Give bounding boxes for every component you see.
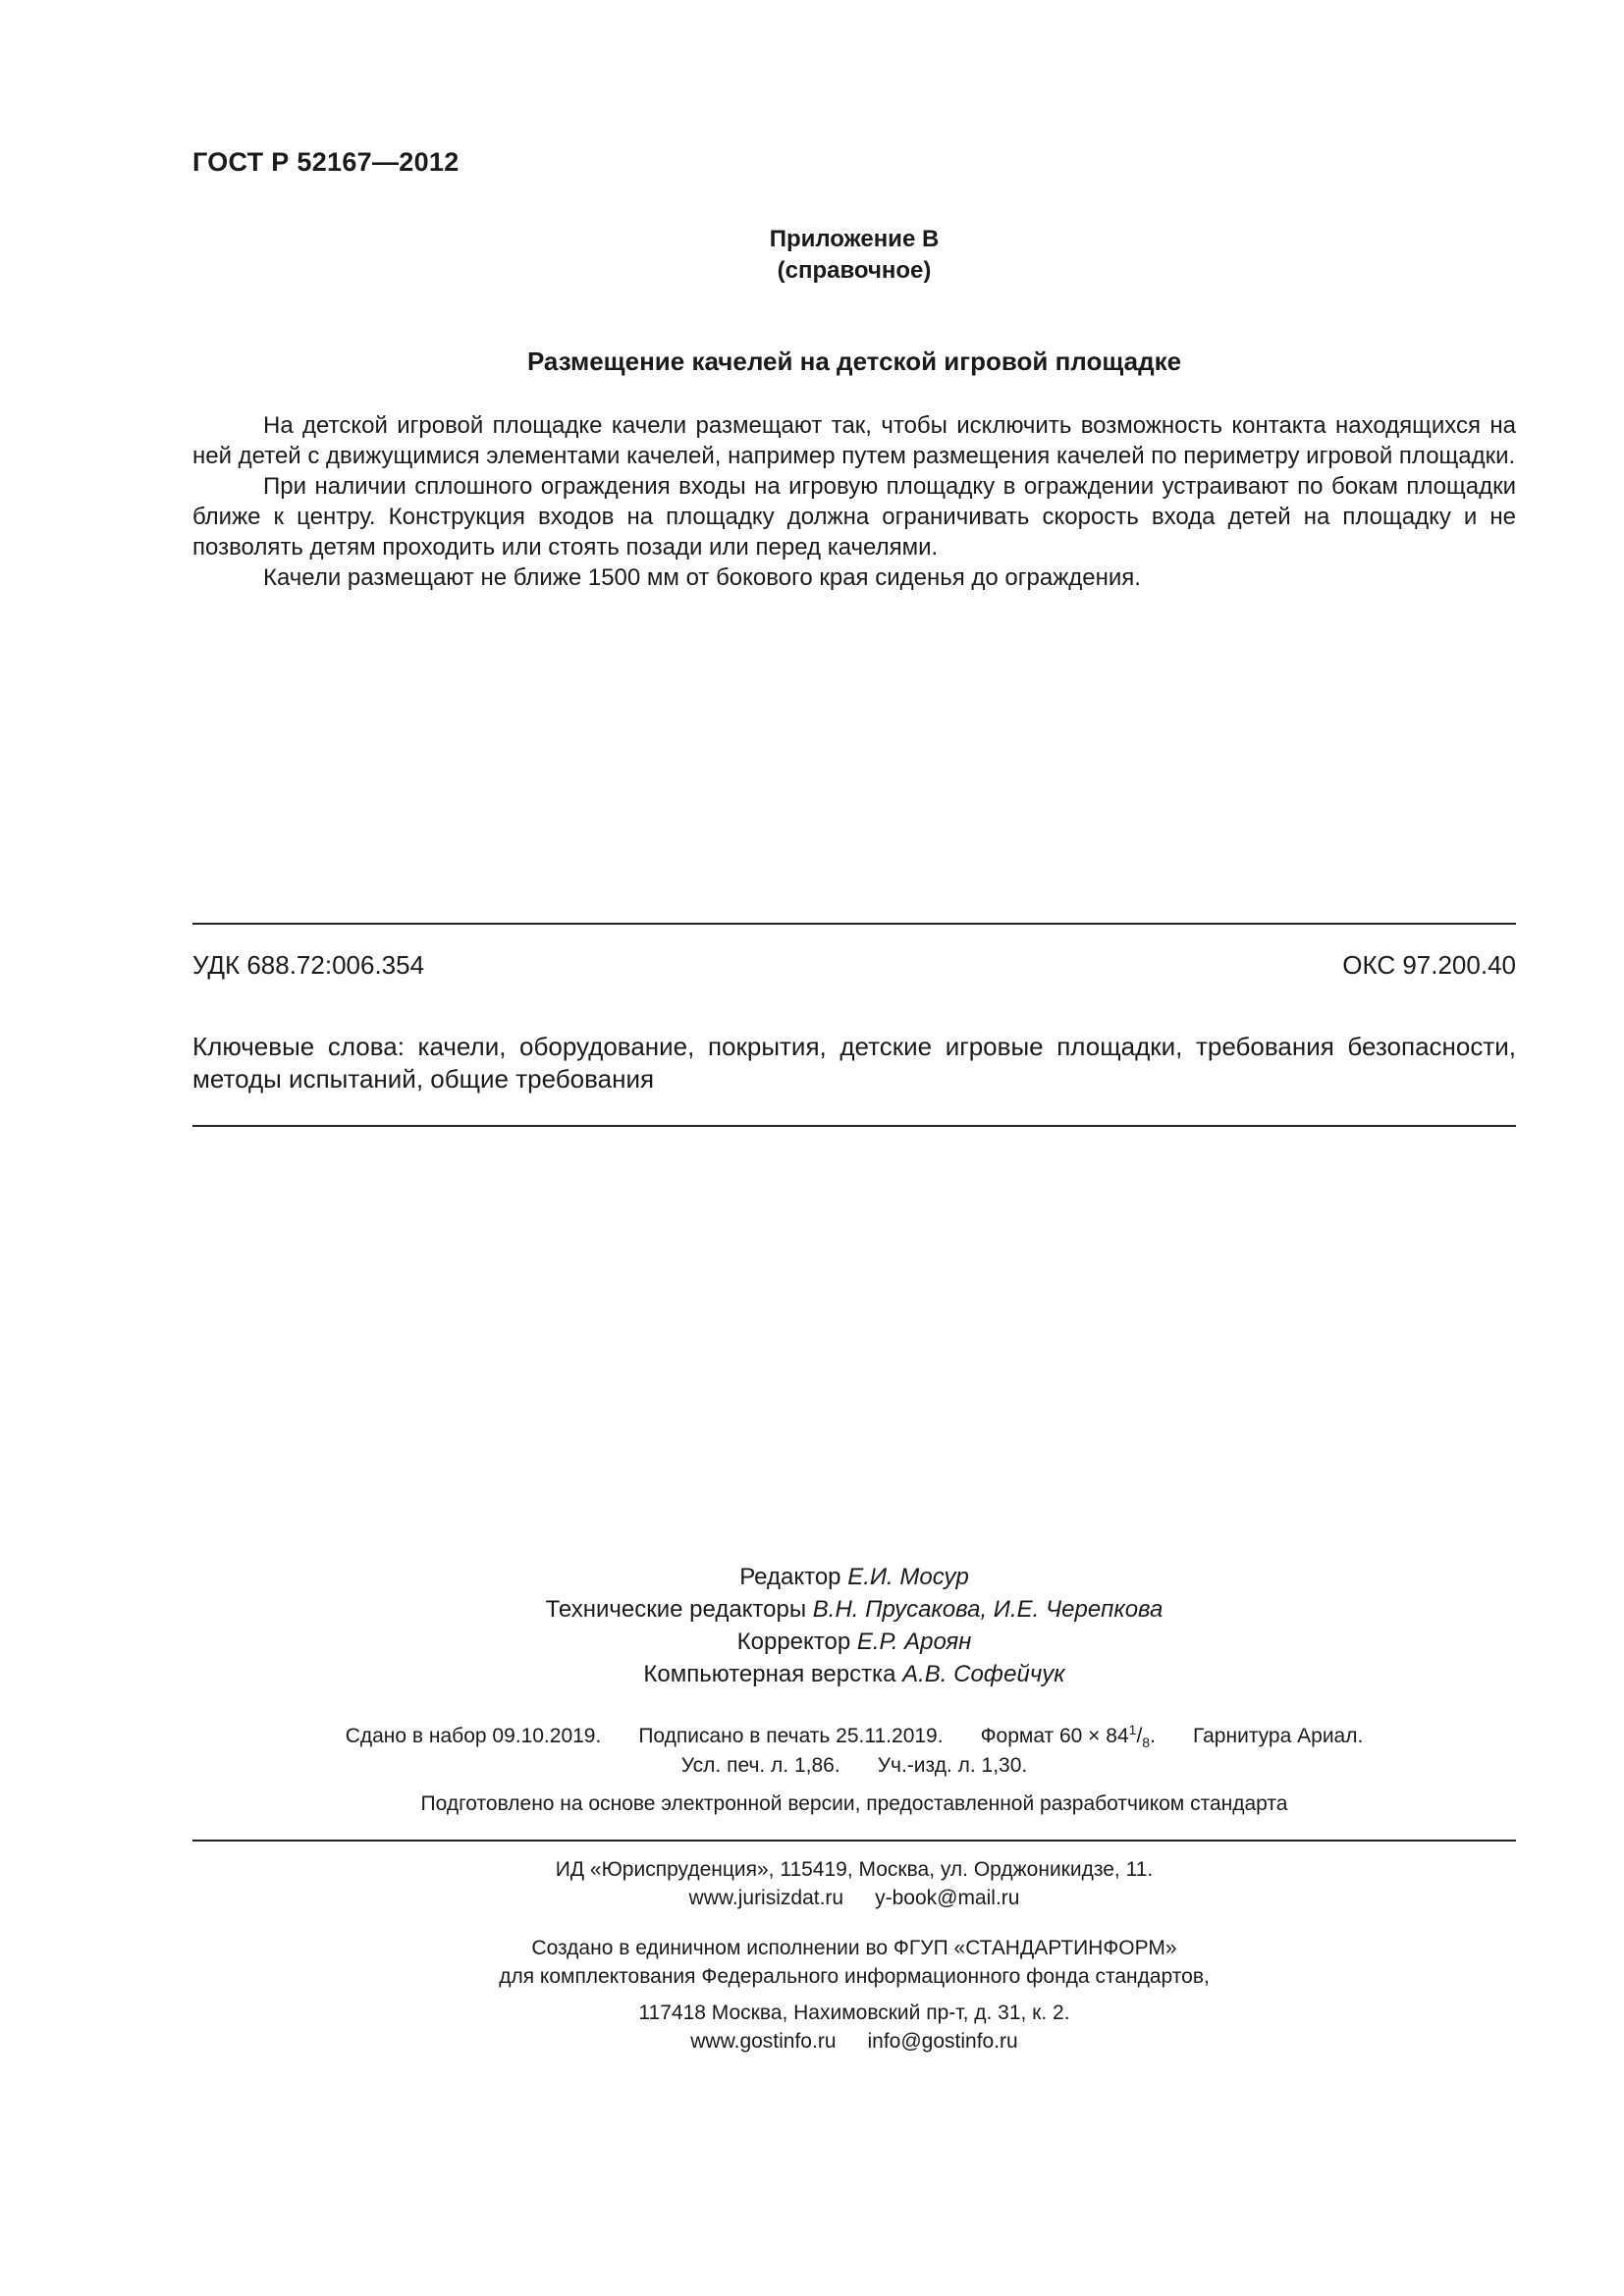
keywords: Ключевые слова: качели, оборудование, покрытия, детские игровые площадки, требования безопасности, методы испытаний, общие требования <box>192 1032 1516 1094</box>
print-info-line-2 <box>192 1751 1516 1781</box>
credit-editor <box>192 1561 1516 1593</box>
print-info-line-1 <box>192 1722 1516 1751</box>
credit-name: Е.Р. Ароян <box>856 1629 972 1655</box>
publisher-email-link[interactable]: y-book@mail.ru <box>875 1887 1020 1909</box>
publisher-block <box>192 1855 1516 1912</box>
credit-name: А.В. Софейчук <box>902 1661 1065 1687</box>
submitted-date: Сдано в набор 09.10.2019. <box>345 1725 602 1747</box>
prepared-note: Подготовлено на основе электронной версии, предоставленной разработчиком стандарта <box>420 1792 1288 1815</box>
credit-tech-editors <box>192 1593 1516 1626</box>
credit-label: Компьютерная верстка <box>643 1661 896 1687</box>
divider-keywords <box>192 1125 1516 1127</box>
standartinform-contacts <box>192 2027 1516 2056</box>
pub-sheets: Уч.-изд. л. 1,30. <box>877 1754 1028 1777</box>
paragraph: При наличии сплошного ограждения входы на игровую площадку в ограждении устраивают по бокам площадки ближе к центру. Конструкция входов на площадку должна ограничивать скорость входа детей на площадку и не позволять детям проходить или стоять позади или перед качелями. <box>192 473 1516 561</box>
document-code: ГОСТ Р 52167—2012 <box>192 147 460 177</box>
paragraph: На детской игровой площадке качели размещают так, чтобы исключить возможность контакта находящихся на ней детей с движущимися элементами качелей, например путем размещения качелей по периметру игровой площадки. <box>192 412 1516 469</box>
publisher-address: ИД «Юриспруденция», 115419, Москва, ул. Орджоникидзе, 11. <box>555 1858 1154 1881</box>
created-line-2: для комплектования Федерального информационного фонда стандартов, <box>499 1965 1210 1988</box>
annex-heading: Размещение качелей на детской игровой площадке <box>526 347 1182 376</box>
annex-subtitle: (справочное) <box>777 257 932 284</box>
divider-bottom <box>192 1840 1516 1842</box>
publisher-contacts <box>192 1884 1516 1912</box>
publisher-site-link[interactable]: www.jurisizdat.ru <box>688 1887 844 1909</box>
annex-body <box>192 410 1516 593</box>
credit-label: Технические редакторы <box>545 1596 807 1623</box>
created-block <box>192 1934 1516 1991</box>
signed-date: Подписано в печать 25.11.2019. <box>638 1725 944 1747</box>
credit-label: Редактор <box>739 1564 841 1590</box>
oks-code: ОКС 97.200.40 <box>1342 950 1516 980</box>
credit-name: В.Н. Прусакова, И.Е. Черепкова <box>812 1596 1164 1623</box>
annex-title: Приложение В <box>769 226 940 252</box>
created-line-1: Создано в единичном исполнении во ФГУП «СТАНДАРТИНФОРМ» <box>531 1937 1177 1959</box>
credit-layout <box>192 1658 1516 1690</box>
standartinform-address: 117418 Москва, Нахимовский пр-т, д. 31, к. 2. <box>638 2002 1070 2024</box>
credit-name: Е.И. Мосур <box>847 1564 969 1590</box>
paragraph: Качели размещают не ближе 1500 мм от бокового края сиденья до ограждения. <box>263 564 1141 591</box>
divider-top <box>192 923 1516 925</box>
credits-block <box>192 1561 1516 1690</box>
standartinform-block <box>192 1999 1516 2056</box>
print-format: Формат $60 \times 84^1/_8$. <box>980 1722 1156 1751</box>
annex-title-block <box>192 224 1516 287</box>
gostinfo-site-link[interactable]: www.gostinfo.ru <box>690 2030 837 2053</box>
font-info: Гарнитура Ариал. <box>1192 1725 1364 1747</box>
credit-label: Корректор <box>736 1629 851 1655</box>
print-info <box>192 1722 1516 1781</box>
gostinfo-email-link[interactable]: info@gostinfo.ru <box>867 2030 1018 2053</box>
print-sheets: Усл. печ. л. 1,86. <box>680 1754 840 1777</box>
udk-code: УДК 688.72:006.354 <box>192 950 425 980</box>
credit-corrector <box>192 1626 1516 1658</box>
